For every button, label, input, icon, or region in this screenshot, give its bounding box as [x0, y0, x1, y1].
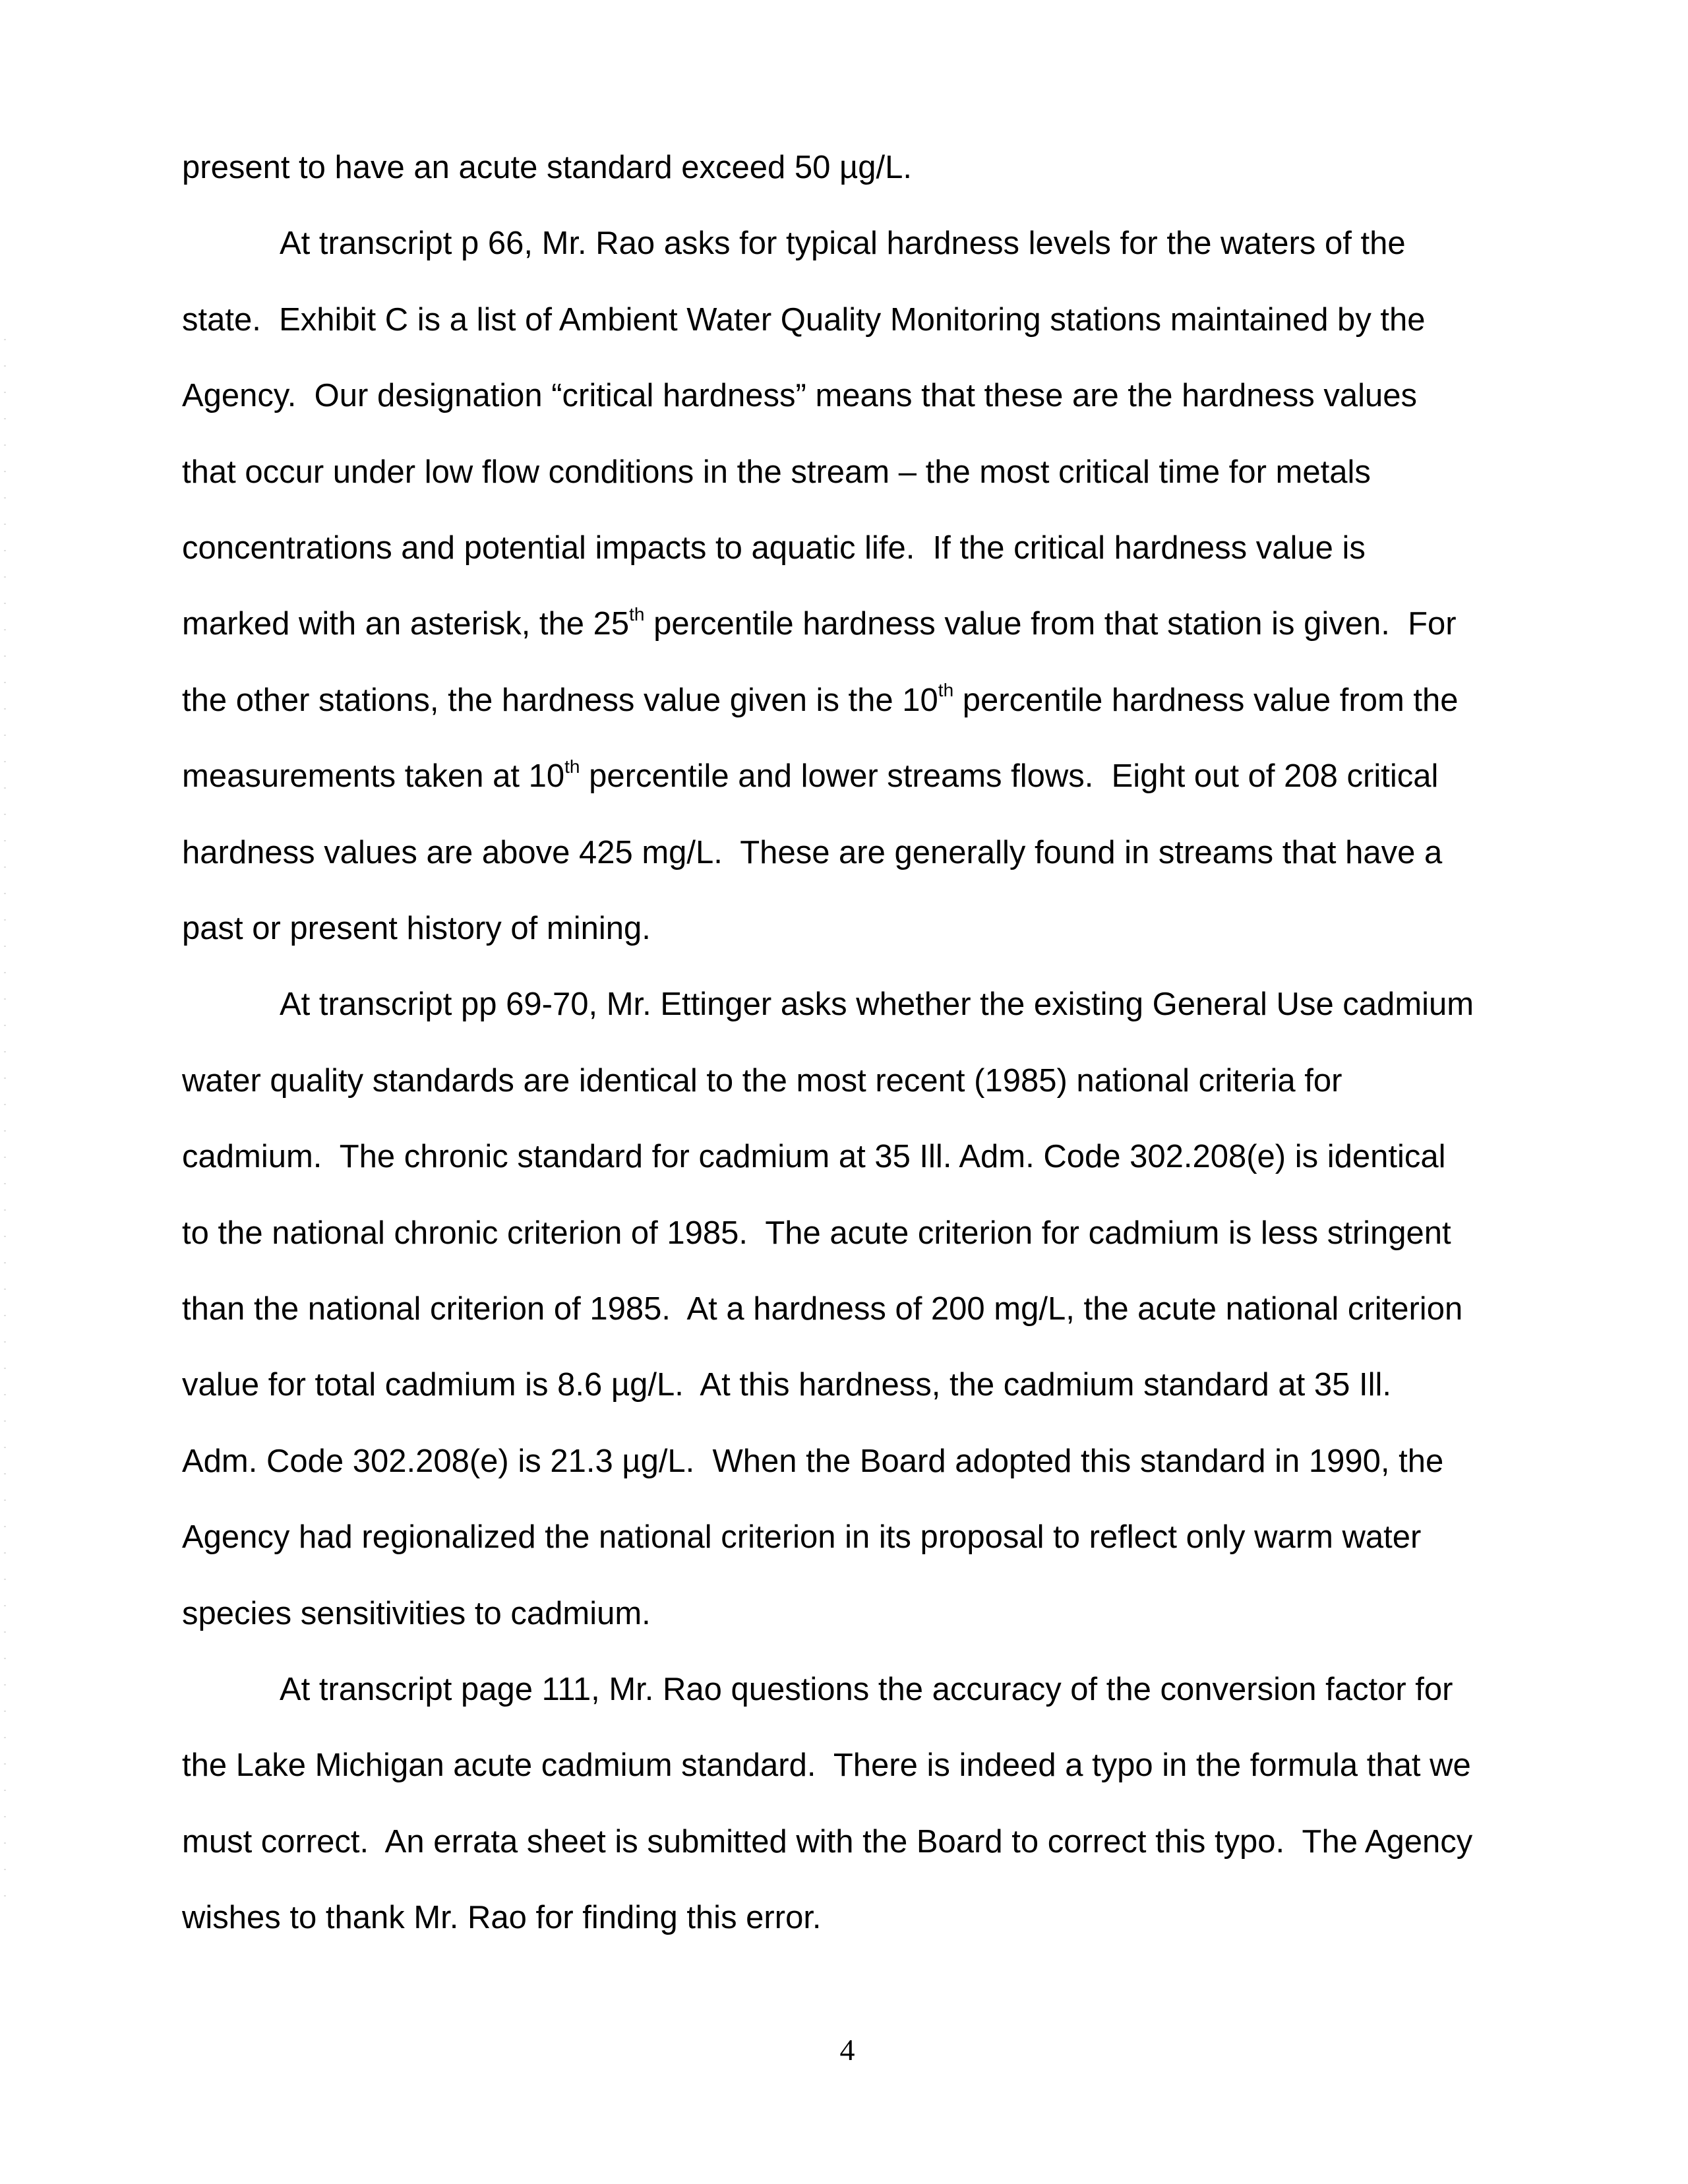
paragraph-first-line: [280, 224, 1406, 263]
text-run: water quality standards are identical to the most recent (1985) national criteria for: [182, 1062, 1342, 1099]
text-line: [182, 1745, 1471, 1785]
text-run: hardness values are above 425 mg/L. These are generally found in streams that have a: [182, 834, 1443, 870]
text-run: the Lake Michigan acute cadmium standard. There is indeed a typo in the formula that we: [182, 1747, 1471, 1784]
text-run: At transcript p 66, Mr. Rao asks for typical hardness levels for the waters of the: [280, 226, 1406, 262]
text-run: marked with an asterisk, the 25: [182, 606, 630, 642]
text-run: species sensitivities to cadmium.: [182, 1595, 651, 1631]
text-run: value for total cadmium is 8.6 µg/L. At this hardness, the cadmium standard at 35 Ill.: [182, 1367, 1391, 1403]
text-line: [182, 1137, 1445, 1176]
text-line: [182, 1441, 1443, 1481]
text-run: cadmium. The chronic standard for cadmium at 35 Ill. Adm. Code 302.208(e) is identical: [182, 1139, 1446, 1175]
text-run: At transcript page 111, Mr. Rao questions the accuracy of the conversion factor for: [280, 1672, 1453, 1707]
text-run: that occur under low flow conditions in the stream – the most critical time for metals: [182, 454, 1371, 490]
text-run: percentile and lower streams flows. Eight out of 208 critical: [580, 758, 1439, 795]
paragraph-first-line: [280, 1670, 1453, 1709]
ordinal-superscript: th: [938, 680, 954, 701]
text-line: [182, 376, 1417, 415]
text-line: [182, 1822, 1472, 1862]
ordinal-superscript: th: [564, 756, 580, 777]
text-line: [182, 1594, 651, 1633]
text-line: [182, 1365, 1391, 1405]
page-number: 4: [839, 2033, 855, 2067]
text-line: [182, 300, 1426, 340]
text-run: must correct. An errata sheet is submitted with the Board to correct this typo. The Agency: [182, 1823, 1473, 1860]
text-run: At transcript pp 69-70, Mr. Ettinger asks whether the existing General Use cadmium: [280, 986, 1474, 1023]
text-run: than the national criterion of 1985. At a hardness of 200 mg/L, the acute national criterion: [182, 1291, 1463, 1327]
text-line: [182, 1061, 1342, 1101]
text-run: Adm. Code 302.208(e) is 21.3 µg/L. When the Board adopted this standard in 1990, the: [182, 1443, 1444, 1479]
scan-edge-marks: [4, 330, 6, 1912]
text-line: [182, 909, 651, 948]
text-line: [182, 833, 1442, 872]
text-run: to the national chronic criterion of 1985. The acute criterion for cadmium is less stringent: [182, 1215, 1451, 1251]
text-run: state. Exhibit C is a list of Ambient Water Quality Monitoring stations maintained by the: [182, 301, 1426, 338]
text-run: Agency. Our designation “critical hardness” means that these are the hardness values: [182, 378, 1417, 414]
text-run: concentrations and potential impacts to aquatic life. If the critical hardness value is: [182, 530, 1366, 566]
text-run: percentile hardness value from the: [953, 682, 1459, 718]
text-line: [182, 681, 1459, 720]
ordinal-superscript: th: [629, 604, 645, 625]
text-line: [182, 756, 1438, 796]
text-line: [182, 1289, 1462, 1329]
text-line: [182, 1213, 1451, 1253]
text-line: [182, 604, 1457, 644]
text-run: present to have an acute standard exceed 50 µg/L.: [182, 150, 912, 185]
text-run: measurements taken at 10: [182, 758, 565, 795]
text-run: the other stations, the hardness value given is the 10: [182, 682, 938, 718]
text-line: [182, 148, 912, 187]
text-run: past or present history of mining.: [182, 911, 651, 946]
text-run: Agency had regionalized the national criterion in its proposal to reflect only warm water: [182, 1519, 1422, 1556]
text-line: [182, 528, 1366, 568]
text-run: wishes to thank Mr. Rao for finding this error.: [182, 1900, 822, 1936]
paragraph-first-line: [280, 985, 1474, 1024]
text-line: [182, 452, 1371, 492]
text-line: [182, 1898, 822, 1937]
text-line: [182, 1517, 1421, 1557]
text-run: percentile hardness value from that station is given. For: [644, 606, 1457, 642]
